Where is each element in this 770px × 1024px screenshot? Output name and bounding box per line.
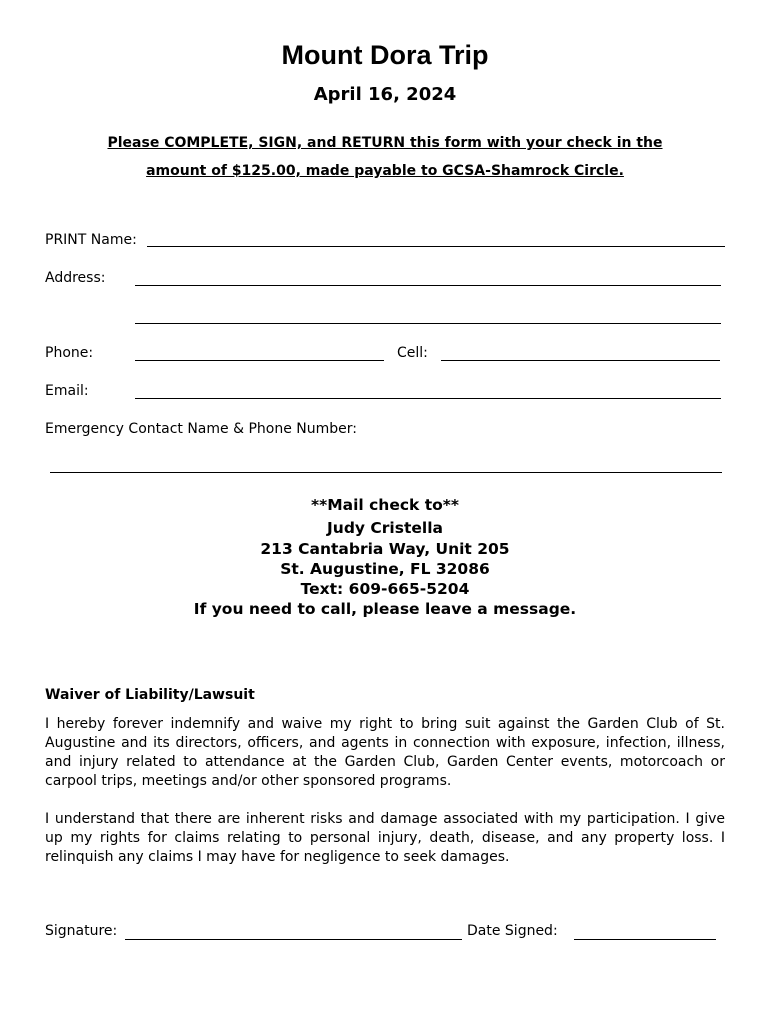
instructions-line-1: Please COMPLETE, SIGN, and RETURN this form with your check in the (107, 135, 663, 151)
trip-date: April 16, 2024 (313, 84, 457, 105)
emergency-contact-field[interactable] (50, 472, 722, 473)
waiver-paragraph-2: I understand that there are inherent risks and damage associated with my participation. I give up my rights for claims relating to personal injury, death, disease, and any property loss. I relinquish any claims I may have for negligence to seek damages. (45, 811, 725, 865)
cell-field[interactable] (441, 360, 720, 361)
instructions-line-2: amount of $125.00, made payable to GCSA-Shamrock Circle. (146, 163, 624, 179)
mail-heading: **Mail check to** (310, 496, 459, 514)
mail-city: St. Augustine, FL 32086 (280, 560, 490, 578)
print-name-label: PRINT Name: (45, 232, 137, 248)
signature-label: Signature: (45, 923, 118, 939)
address-field-line-1[interactable] (135, 285, 721, 286)
mail-street: 213 Cantabria Way, Unit 205 (260, 540, 510, 558)
mail-call-note: If you need to call, please leave a message. (193, 600, 577, 618)
address-field-line-2[interactable] (135, 323, 721, 324)
waiver-heading: Waiver of Liability/Lawsuit (45, 687, 255, 703)
cell-label: Cell: (397, 345, 428, 361)
email-field[interactable] (135, 398, 721, 399)
date-signed-label: Date Signed: (467, 923, 558, 939)
waiver-paragraph-1: I hereby forever indemnify and waive my right to bring suit against the Garden Club of St. Augustine and its directors, officers, and agents in connection with exposure, infection, illness, and injury related to attendance at the Garden Club, Garden Center events, motorcoach or carpool trips, meetings and/or other sponsored programs. (45, 716, 725, 789)
email-label: Email: (45, 383, 89, 399)
emergency-contact-label: Emergency Contact Name & Phone Number: (45, 421, 357, 437)
phone-field[interactable] (135, 360, 384, 361)
mail-text-number: Text: 609-665-5204 (300, 580, 470, 598)
phone-label: Phone: (45, 345, 94, 361)
address-label: Address: (45, 270, 106, 286)
signature-field[interactable] (125, 939, 462, 940)
print-name-field[interactable] (147, 246, 725, 247)
mail-name: Judy Cristella (327, 519, 443, 537)
date-signed-field[interactable] (574, 939, 716, 940)
page-title: Mount Dora Trip (281, 40, 489, 70)
